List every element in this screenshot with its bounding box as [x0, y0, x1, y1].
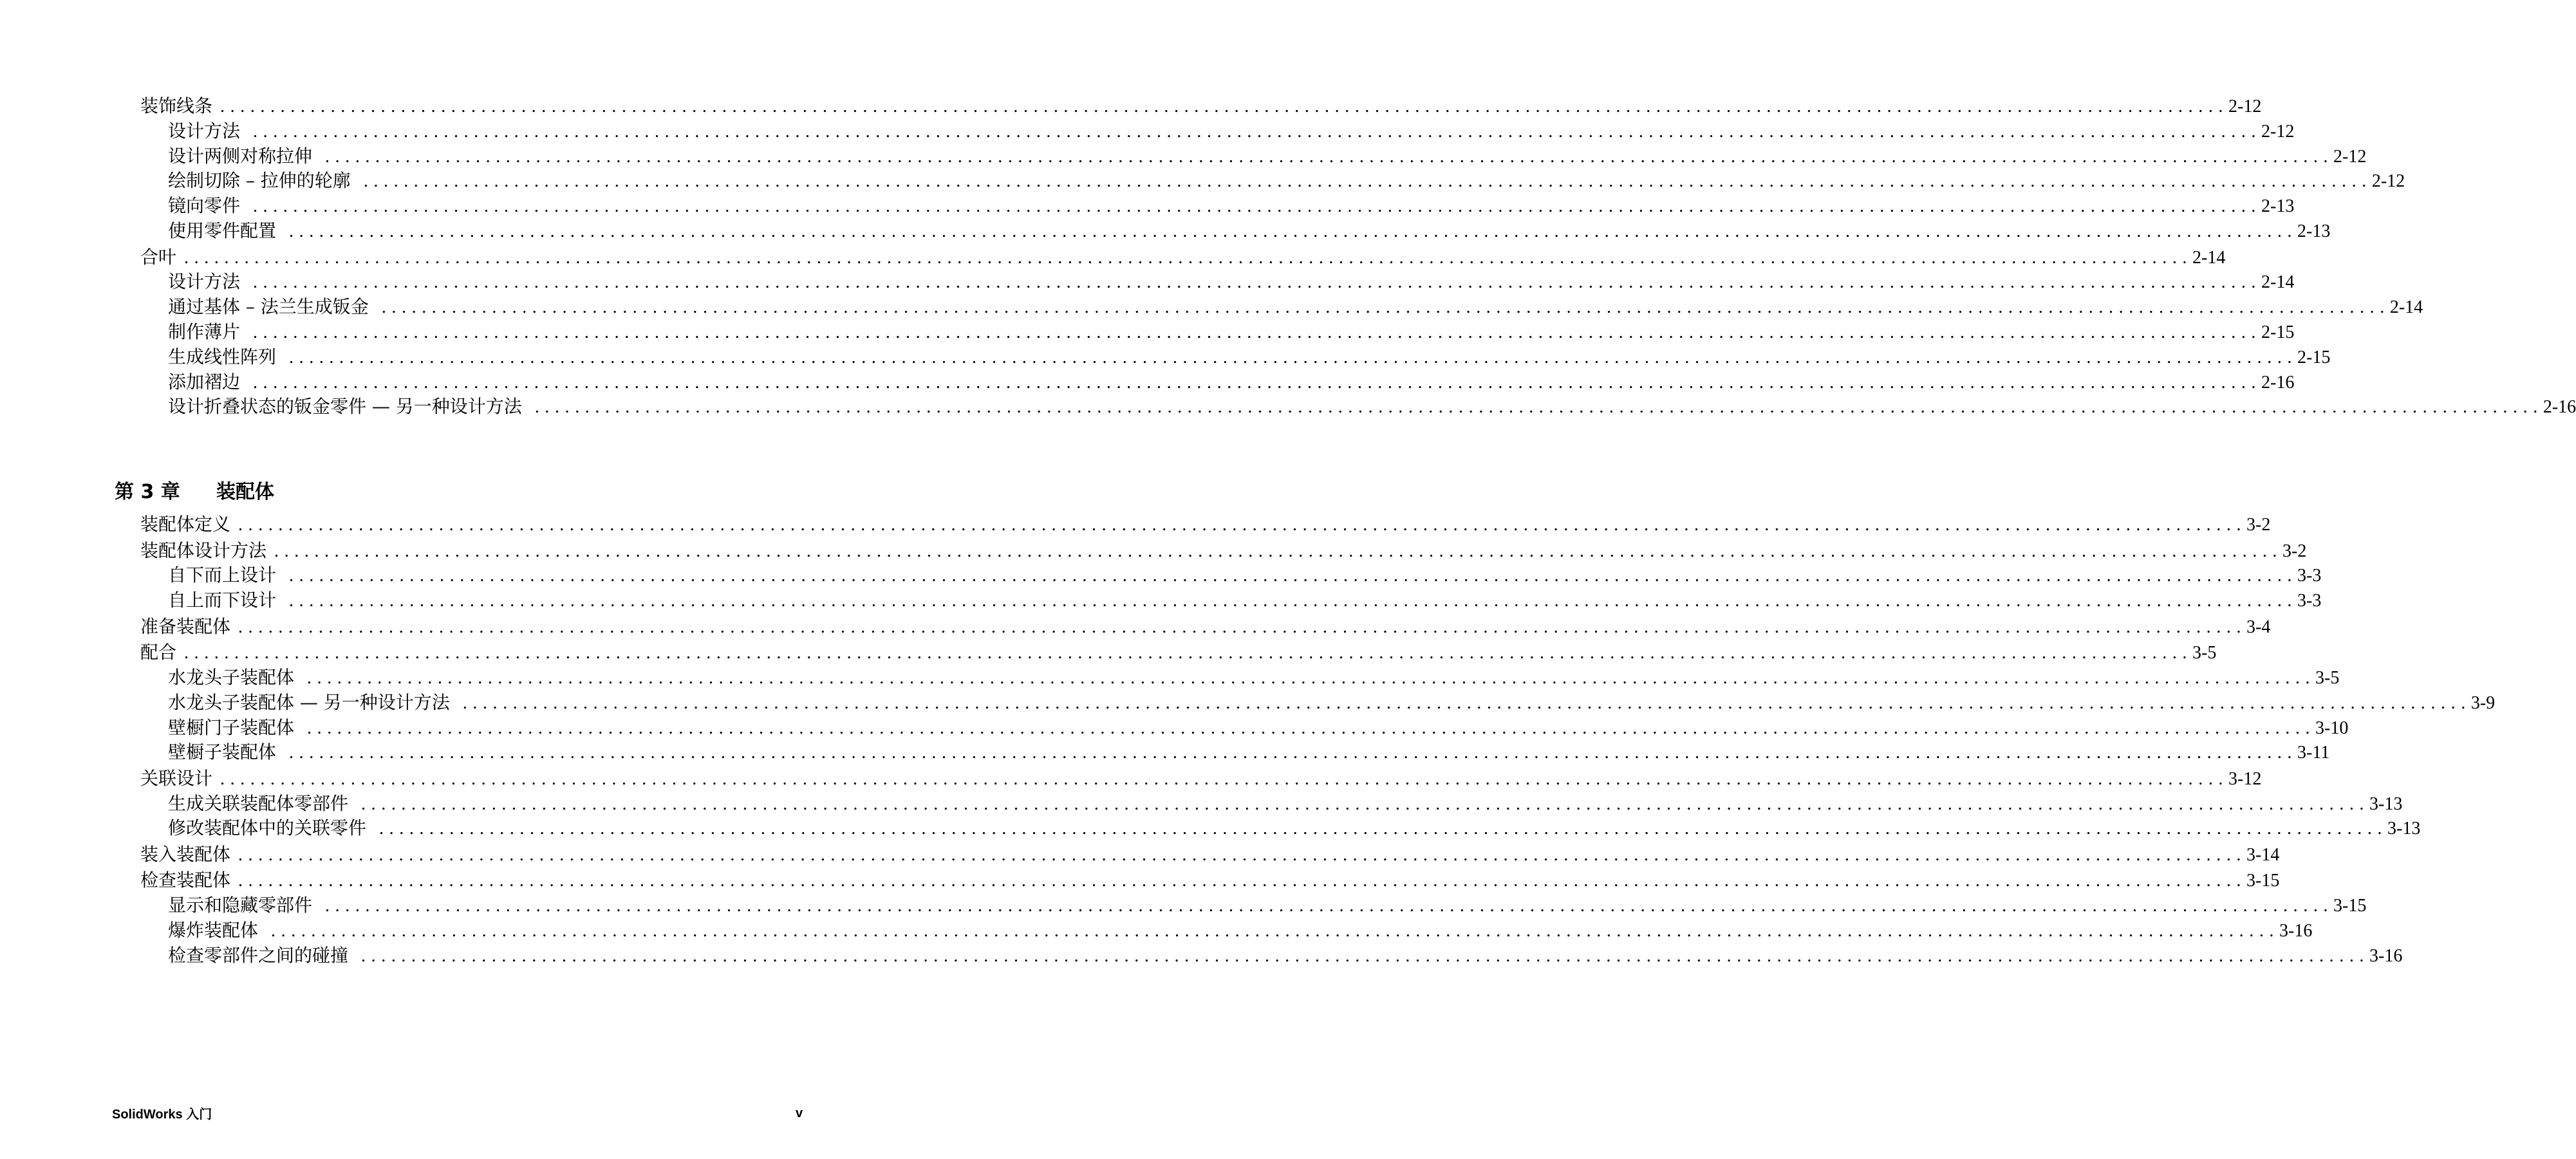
- toc-entry-title: 设计两侧对称拉伸: [168, 145, 313, 167]
- toc-dot-leader: ........................................................................................................................................................................................................: [534, 397, 2543, 418]
- toc-entry-line: [168, 739, 2330, 766]
- toc-entry-title: 壁橱子装配体: [168, 741, 277, 763]
- toc-entry-page: 3-2: [2282, 541, 2307, 561]
- toc-entry[interactable]: [0, 193, 2295, 219]
- toc-entry-line: [140, 640, 2217, 666]
- toc-entry-page: 3-2: [2246, 515, 2271, 535]
- toc-entry-line: [140, 867, 2280, 894]
- toc-entry-line: [140, 538, 2307, 564]
- chapter-number: 第 3 章: [115, 481, 180, 503]
- toc-entry[interactable]: [0, 319, 2295, 345]
- toc-entry-title: 水龙头子装配体: [168, 666, 295, 688]
- toc-dot-leader: ........................................................................................................................................................................................................: [289, 566, 2298, 586]
- toc-entry-title: 水龙头子装配体 — 另一种设计方法: [168, 691, 450, 713]
- toc-dot-leader: ........................................................................................................................................................................................................: [253, 322, 2262, 342]
- toc-entry-page: 3-16: [2369, 945, 2403, 966]
- toc-entry-title: 准备装配体: [140, 615, 231, 637]
- toc-entry-page: 3-13: [2387, 819, 2421, 839]
- toc-entry-title: 修改装配体中的关联零件: [168, 817, 367, 839]
- toc-entry-title: 检查零部件之间的碰撞: [168, 944, 349, 966]
- toc-entry-line: [168, 218, 2331, 245]
- toc-entry-page: 2-16: [2543, 397, 2576, 418]
- toc-entry-line: [140, 614, 2271, 640]
- toc-entry-title: 装饰线条: [140, 95, 213, 116]
- toc-dot-leader: ........................................................................................................................................................................................................: [379, 819, 2388, 839]
- toc-entry-line: [168, 394, 2576, 420]
- toc-entry-line: [168, 319, 2295, 346]
- toc-entry[interactable]: [0, 665, 2340, 691]
- toc-entry-line: [168, 943, 2403, 969]
- toc-entry-line: [168, 562, 2322, 589]
- toc-dot-leader: ........................................................................................................................................................................................................: [220, 768, 2229, 789]
- toc-entry-page: 3-9: [2470, 692, 2496, 713]
- toc-entry[interactable]: [0, 867, 2280, 893]
- toc-entry-page: 3-14: [2246, 844, 2280, 865]
- chapter-heading: [115, 479, 274, 505]
- toc-entry[interactable]: [0, 715, 2349, 741]
- toc-entry-page: 3-4: [2246, 617, 2271, 637]
- toc-dot-leader: ........................................................................................................................................................................................................: [381, 297, 2390, 318]
- toc-entry-line: [168, 815, 2421, 842]
- toc-dot-leader: ........................................................................................................................................................................................................: [238, 617, 2247, 637]
- toc-entry-line: [168, 193, 2295, 219]
- toc-entry-page: 3-15: [2333, 896, 2367, 916]
- toc-entry-title: 生成关联装配体零部件: [168, 792, 349, 814]
- toc-dot-leader: ........................................................................................................................................................................................................: [289, 591, 2298, 611]
- toc-entry-line: [168, 918, 2313, 944]
- toc-entry-title: 制作薄片: [168, 320, 241, 342]
- toc-dot-leader: ........................................................................................................................................................................................................: [238, 844, 2247, 865]
- toc-entry-title: 关联设计: [140, 767, 213, 789]
- toc-dot-leader: ........................................................................................................................................................................................................: [271, 921, 2280, 941]
- toc-entry-title: 绘制切除 – 拉伸的轮廓: [168, 170, 351, 192]
- toc-entry-line: [168, 665, 2340, 691]
- toc-entry-line: [168, 715, 2349, 741]
- toc-dot-leader: ........................................................................................................................................................................................................: [253, 121, 2262, 142]
- toc-entry-line: [168, 294, 2423, 320]
- toc-entry-page: 2-12: [2371, 171, 2405, 192]
- toc-entry[interactable]: [0, 766, 2262, 792]
- toc-dot-leader: ........................................................................................................................................................................................................: [361, 793, 2370, 814]
- toc-entry[interactable]: [0, 394, 2576, 420]
- toc-entry-page: 3-3: [2297, 566, 2322, 586]
- toc-entry-title: 检查装配体: [140, 869, 231, 891]
- toc-dot-leader: ........................................................................................................................................................................................................: [238, 871, 2247, 891]
- toc-entry-line: [168, 118, 2295, 145]
- toc-entry-title: 装配体定义: [140, 514, 231, 535]
- toc-entry-title: 配合: [140, 642, 177, 663]
- toc-dot-leader: ........................................................................................................................................................................................................: [253, 272, 2262, 293]
- footer-page-number: v: [796, 1106, 803, 1120]
- toc-entry-page: 2-14: [2389, 297, 2423, 318]
- toc-entry-page: 3-13: [2369, 793, 2403, 814]
- toc-entry[interactable]: [0, 245, 2226, 270]
- toc-entry[interactable]: [0, 739, 2330, 765]
- toc-entry-line: [168, 893, 2367, 919]
- toc-entry-page: 3-3: [2297, 591, 2322, 611]
- toc-entry-page: 2-12: [2228, 97, 2262, 116]
- toc-entry[interactable]: [0, 344, 2331, 370]
- toc-dot-leader: ........................................................................................................................................................................................................: [307, 718, 2316, 738]
- toc-dot-leader: ........................................................................................................................................................................................................: [325, 146, 2334, 167]
- toc-entry[interactable]: [0, 168, 2405, 194]
- toc-entry-page: 2-13: [2297, 221, 2331, 241]
- toc-entry-title: 设计方法: [168, 120, 241, 142]
- toc-entry-title: 生成线性阵列: [168, 346, 277, 367]
- toc-entry[interactable]: [0, 614, 2271, 640]
- toc-entry-title: 爆炸装配体: [168, 920, 259, 941]
- toc-entry-line: [140, 93, 2262, 120]
- toc-entry-line: [140, 245, 2226, 271]
- toc-dot-leader: ........................................................................................................................................................................................................: [184, 247, 2193, 268]
- toc-dot-leader: ........................................................................................................................................................................................................: [289, 347, 2298, 367]
- toc-entry[interactable]: [0, 538, 2307, 564]
- toc-entry[interactable]: [0, 893, 2367, 918]
- toc-entry-line: [168, 144, 2367, 170]
- toc-entry-page: 3-5: [2192, 643, 2217, 663]
- toc-dot-leader: ........................................................................................................................................................................................................: [363, 171, 2372, 192]
- toc-entry-title: 通过基体 – 法兰生成钣金: [168, 296, 369, 318]
- toc-entry-title: 壁橱门子装配体: [168, 716, 295, 738]
- toc-entry[interactable]: [0, 562, 2322, 588]
- toc-entry-title: 装入装配体: [140, 843, 231, 865]
- toc-entry-line: [168, 690, 2496, 716]
- toc-entry[interactable]: [0, 588, 2322, 613]
- toc-entry-page: 3-10: [2315, 718, 2349, 738]
- toc-entry-page: 3-16: [2279, 921, 2313, 941]
- toc-entry-page: 2-14: [2192, 247, 2226, 268]
- toc-entry-line: [140, 842, 2280, 868]
- toc-entry[interactable]: [0, 218, 2331, 244]
- toc-entry[interactable]: [0, 918, 2313, 943]
- toc-entry-line: [168, 369, 2295, 396]
- toc-entry-line: [168, 791, 2403, 817]
- toc-dot-leader: ........................................................................................................................................................................................................: [238, 515, 2247, 535]
- toc-dot-leader: ........................................................................................................................................................................................................: [462, 692, 2471, 713]
- toc-dot-leader: ........................................................................................................................................................................................................: [253, 196, 2262, 217]
- toc-entry-line: [168, 269, 2295, 295]
- toc-entry-title: 设计方法: [168, 271, 241, 293]
- toc-entry[interactable]: [0, 690, 2496, 716]
- chapter-title: 装配体: [216, 481, 274, 503]
- toc-entry-line: [140, 766, 2262, 792]
- toc-dot-leader: ........................................................................................................................................................................................................: [307, 667, 2316, 688]
- toc-entry-title: 装配体设计方法: [140, 539, 267, 561]
- toc-entry-title: 添加褶边: [168, 371, 241, 393]
- toc-entry[interactable]: [0, 943, 2403, 969]
- toc-entry[interactable]: [0, 815, 2421, 841]
- toc-entry[interactable]: [0, 512, 2271, 537]
- toc-dot-leader: ........................................................................................................................................................................................................: [184, 643, 2193, 663]
- toc-entry-page: 3-11: [2297, 743, 2330, 763]
- toc-entry[interactable]: [0, 369, 2295, 395]
- toc-entry-line: [168, 344, 2331, 371]
- toc-dot-leader: ........................................................................................................................................................................................................: [325, 896, 2334, 916]
- toc-entry-title: 设计折叠状态的钣金零件 — 另一种设计方法: [168, 396, 522, 418]
- toc-dot-leader: ........................................................................................................................................................................................................: [253, 372, 2262, 393]
- toc-entry-page: 2-13: [2261, 196, 2295, 217]
- toc-entry-page: 2-15: [2297, 347, 2331, 367]
- toc-entry[interactable]: [0, 144, 2367, 169]
- toc-entry[interactable]: [0, 294, 2423, 320]
- toc-entry-line: [168, 588, 2322, 614]
- toc-entry-page: 2-12: [2333, 146, 2367, 167]
- toc-entry[interactable]: [0, 269, 2295, 295]
- toc-dot-leader: ........................................................................................................................................................................................................: [274, 541, 2283, 561]
- toc-entry[interactable]: [0, 640, 2217, 665]
- toc-entry-page: 2-15: [2261, 322, 2295, 342]
- toc-entry-page: 2-14: [2261, 272, 2295, 293]
- toc-entry-title: 自下而上设计: [168, 564, 277, 586]
- toc-entry-page: 3-12: [2228, 768, 2262, 789]
- toc-entry-title: 显示和隐藏零部件: [168, 895, 313, 916]
- toc-entry-title: 自上而下设计: [168, 589, 277, 611]
- toc-dot-leader: ........................................................................................................................................................................................................: [361, 945, 2370, 966]
- toc-entry[interactable]: [0, 791, 2403, 817]
- toc-entry-page: 3-5: [2315, 667, 2340, 688]
- toc-entry-title: 使用零件配置: [168, 220, 277, 241]
- toc-entry[interactable]: [0, 842, 2280, 867]
- toc-entry-page: 2-16: [2261, 372, 2295, 393]
- toc-entry-page: 3-15: [2246, 871, 2280, 891]
- toc-dot-leader: ........................................................................................................................................................................................................: [220, 97, 2229, 116]
- toc-entry-title: 镜向零件: [168, 195, 241, 217]
- toc-entry[interactable]: [0, 93, 2262, 119]
- toc-dot-leader: ........................................................................................................................................................................................................: [289, 221, 2298, 241]
- toc-entry[interactable]: [0, 118, 2295, 144]
- toc-dot-leader: ........................................................................................................................................................................................................: [289, 743, 2298, 763]
- toc-entry-line: [168, 168, 2405, 194]
- footer-book-title: SolidWorks 入门: [112, 1108, 212, 1122]
- toc-entry-page: 2-12: [2261, 121, 2295, 142]
- toc-entry-line: [140, 512, 2271, 538]
- toc-entry-title: 合叶: [140, 246, 177, 268]
